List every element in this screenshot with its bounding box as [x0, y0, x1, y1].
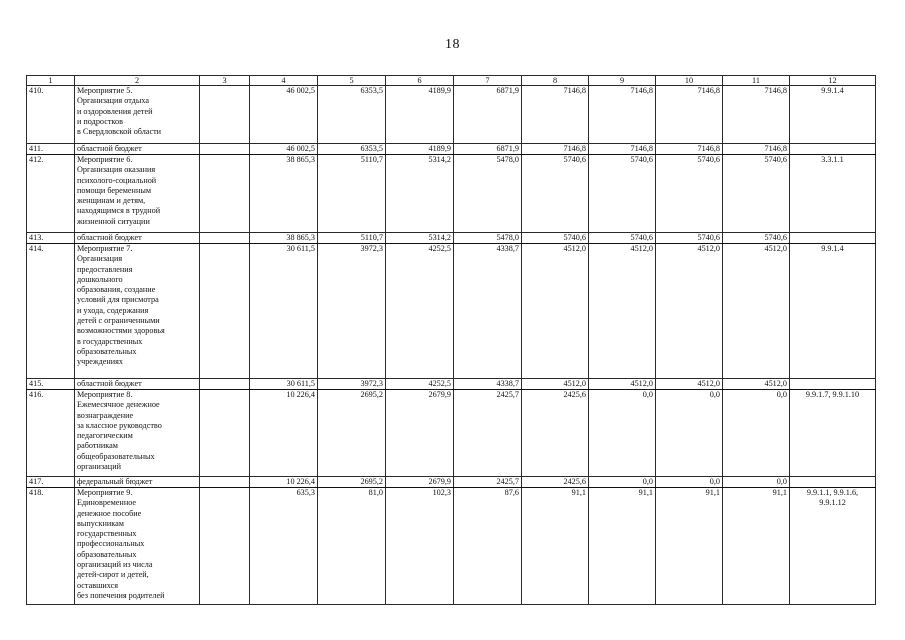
- year-value-cell: 6353,5: [318, 86, 386, 144]
- year-value-cell: 5740,6: [522, 155, 589, 233]
- measure-name-cell: Мероприятие 9. Единовременное денежное пособие выпускникам государственных профессиональных образовательных организаций из числа детей-сирот и детей, оставшихся без попечения родителей: [75, 488, 200, 605]
- year-value-cell: 5740,6: [723, 155, 790, 233]
- year-value-cell: 5740,6: [656, 233, 723, 244]
- col3-cell: [200, 144, 250, 155]
- table-row: [27, 379, 876, 390]
- year-value-cell: 6871,9: [454, 86, 522, 144]
- total-cell: 635,3: [250, 488, 318, 605]
- target-code-cell: [790, 233, 876, 244]
- year-value-cell: 2679,9: [386, 390, 454, 477]
- header-cell: 6: [386, 76, 454, 86]
- year-value-cell: 87,6: [454, 488, 522, 605]
- total-cell: 10 226,4: [250, 477, 318, 488]
- total-cell: 30 611,5: [250, 244, 318, 379]
- year-value-cell: 4189,9: [386, 86, 454, 144]
- year-value-cell: 2425,6: [522, 477, 589, 488]
- table-row: [27, 488, 876, 605]
- year-value-cell: 7146,8: [589, 144, 656, 155]
- target-code-cell: 9.9.1.4: [790, 244, 876, 379]
- year-value-cell: 81,0: [318, 488, 386, 605]
- total-cell: 10 226,4: [250, 390, 318, 477]
- col3-cell: [200, 233, 250, 244]
- total-cell: 46 002,5: [250, 144, 318, 155]
- year-value-cell: 2679,9: [386, 477, 454, 488]
- header-cell: 2: [75, 76, 200, 86]
- year-value-cell: 5740,6: [522, 233, 589, 244]
- year-value-cell: 4338,7: [454, 244, 522, 379]
- year-value-cell: 91,1: [656, 488, 723, 605]
- year-value-cell: 91,1: [589, 488, 656, 605]
- year-value-cell: 4252,5: [386, 244, 454, 379]
- year-value-cell: 0,0: [656, 390, 723, 477]
- measure-name-cell: областной бюджет: [75, 379, 200, 390]
- measure-name-cell: федеральный бюджет: [75, 477, 200, 488]
- page-number: 18: [445, 37, 460, 52]
- year-value-cell: 4512,0: [589, 379, 656, 390]
- year-value-cell: 5740,6: [723, 233, 790, 244]
- year-value-cell: 7146,8: [522, 144, 589, 155]
- year-value-cell: 4338,7: [454, 379, 522, 390]
- year-value-cell: 102,3: [386, 488, 454, 605]
- year-value-cell: 2425,7: [454, 477, 522, 488]
- year-value-cell: 5314,2: [386, 155, 454, 233]
- year-value-cell: 0,0: [589, 390, 656, 477]
- year-value-cell: 4252,5: [386, 379, 454, 390]
- col3-cell: [200, 244, 250, 379]
- header-cell: 9: [589, 76, 656, 86]
- row-number-cell: 413.: [27, 233, 75, 244]
- header-cell: 4: [250, 76, 318, 86]
- year-value-cell: 5740,6: [656, 155, 723, 233]
- row-number-cell: 414.: [27, 244, 75, 379]
- year-value-cell: 2695,2: [318, 477, 386, 488]
- measure-name-cell: Мероприятие 7. Организация предоставления дошкольного образования, создание условий для присмотра и ухода, содержания детей с ограниченными возможностями здоровья в государственных образовательных учреждениях: [75, 244, 200, 379]
- year-value-cell: 4512,0: [723, 244, 790, 379]
- row-number-cell: 418.: [27, 488, 75, 605]
- budget-table: [26, 75, 876, 605]
- year-value-cell: 7146,8: [522, 86, 589, 144]
- total-cell: 38 865,3: [250, 233, 318, 244]
- year-value-cell: 4512,0: [723, 379, 790, 390]
- table-row: [27, 390, 876, 477]
- year-value-cell: 5110,7: [318, 155, 386, 233]
- target-code-cell: 9.9.1.4: [790, 86, 876, 144]
- target-code-cell: 9.9.1.1, 9.9.1.6, 9.9.1.12: [790, 488, 876, 605]
- year-value-cell: 6871,9: [454, 144, 522, 155]
- year-value-cell: 4512,0: [656, 379, 723, 390]
- year-value-cell: 91,1: [522, 488, 589, 605]
- target-code-cell: 9.9.1.7, 9.9.1.10: [790, 390, 876, 477]
- table-row: [27, 144, 876, 155]
- year-value-cell: 4512,0: [522, 244, 589, 379]
- year-value-cell: 4512,0: [522, 379, 589, 390]
- row-number-cell: 415.: [27, 379, 75, 390]
- col3-cell: [200, 155, 250, 233]
- col3-cell: [200, 390, 250, 477]
- year-value-cell: 7146,8: [656, 86, 723, 144]
- year-value-cell: 3972,3: [318, 244, 386, 379]
- target-code-cell: [790, 477, 876, 488]
- row-number-cell: 417.: [27, 477, 75, 488]
- year-value-cell: 5478,0: [454, 233, 522, 244]
- measure-name-cell: областной бюджет: [75, 144, 200, 155]
- header-cell: 12: [790, 76, 876, 86]
- row-number-cell: 412.: [27, 155, 75, 233]
- year-value-cell: 0,0: [656, 477, 723, 488]
- row-number-cell: 416.: [27, 390, 75, 477]
- year-value-cell: 2695,2: [318, 390, 386, 477]
- target-code-cell: 3.3.1.1: [790, 155, 876, 233]
- col3-cell: [200, 379, 250, 390]
- year-value-cell: 4512,0: [589, 244, 656, 379]
- year-value-cell: 7146,8: [723, 144, 790, 155]
- measure-name-cell: Мероприятие 6. Организация оказания психолого-социальной помощи беременным женщинам и детям, находящимся в трудной жизненной ситуации: [75, 155, 200, 233]
- total-cell: 46 002,5: [250, 86, 318, 144]
- table-row: [27, 244, 876, 379]
- header-row: [27, 76, 876, 86]
- year-value-cell: 7146,8: [723, 86, 790, 144]
- measure-name-cell: Мероприятие 8. Ежемесячное денежное вознаграждение за классное руководство педагогическим работникам общеобразовательных организаций: [75, 390, 200, 477]
- col3-cell: [200, 477, 250, 488]
- year-value-cell: 6353,5: [318, 144, 386, 155]
- table-body: [27, 76, 876, 605]
- year-value-cell: 5740,6: [589, 155, 656, 233]
- measure-name-cell: Мероприятие 5. Организация отдыха и оздоровления детей и подростков в Свердловской области: [75, 86, 200, 144]
- year-value-cell: 2425,7: [454, 390, 522, 477]
- header-cell: 5: [318, 76, 386, 86]
- table-row: [27, 477, 876, 488]
- row-number-cell: 411.: [27, 144, 75, 155]
- year-value-cell: 7146,8: [656, 144, 723, 155]
- year-value-cell: 5110,7: [318, 233, 386, 244]
- year-value-cell: 7146,8: [589, 86, 656, 144]
- header-cell: 8: [522, 76, 589, 86]
- table-row: [27, 233, 876, 244]
- year-value-cell: 0,0: [589, 477, 656, 488]
- header-cell: 3: [200, 76, 250, 86]
- target-code-cell: [790, 379, 876, 390]
- year-value-cell: 91,1: [723, 488, 790, 605]
- target-code-cell: [790, 144, 876, 155]
- col3-cell: [200, 488, 250, 605]
- year-value-cell: 5478,0: [454, 155, 522, 233]
- total-cell: 38 865,3: [250, 155, 318, 233]
- header-cell: 10: [656, 76, 723, 86]
- year-value-cell: 5314,2: [386, 233, 454, 244]
- table-row: [27, 86, 876, 144]
- col3-cell: [200, 86, 250, 144]
- year-value-cell: 4512,0: [656, 244, 723, 379]
- table-row: [27, 155, 876, 233]
- year-value-cell: 0,0: [723, 390, 790, 477]
- header-cell: 11: [723, 76, 790, 86]
- row-number-cell: 410.: [27, 86, 75, 144]
- year-value-cell: 3972,3: [318, 379, 386, 390]
- year-value-cell: 5740,6: [589, 233, 656, 244]
- year-value-cell: 0,0: [723, 477, 790, 488]
- year-value-cell: 4189,9: [386, 144, 454, 155]
- year-value-cell: 2425,6: [522, 390, 589, 477]
- measure-name-cell: областной бюджет: [75, 233, 200, 244]
- header-cell: 7: [454, 76, 522, 86]
- total-cell: 30 611,5: [250, 379, 318, 390]
- header-cell: 1: [27, 76, 75, 86]
